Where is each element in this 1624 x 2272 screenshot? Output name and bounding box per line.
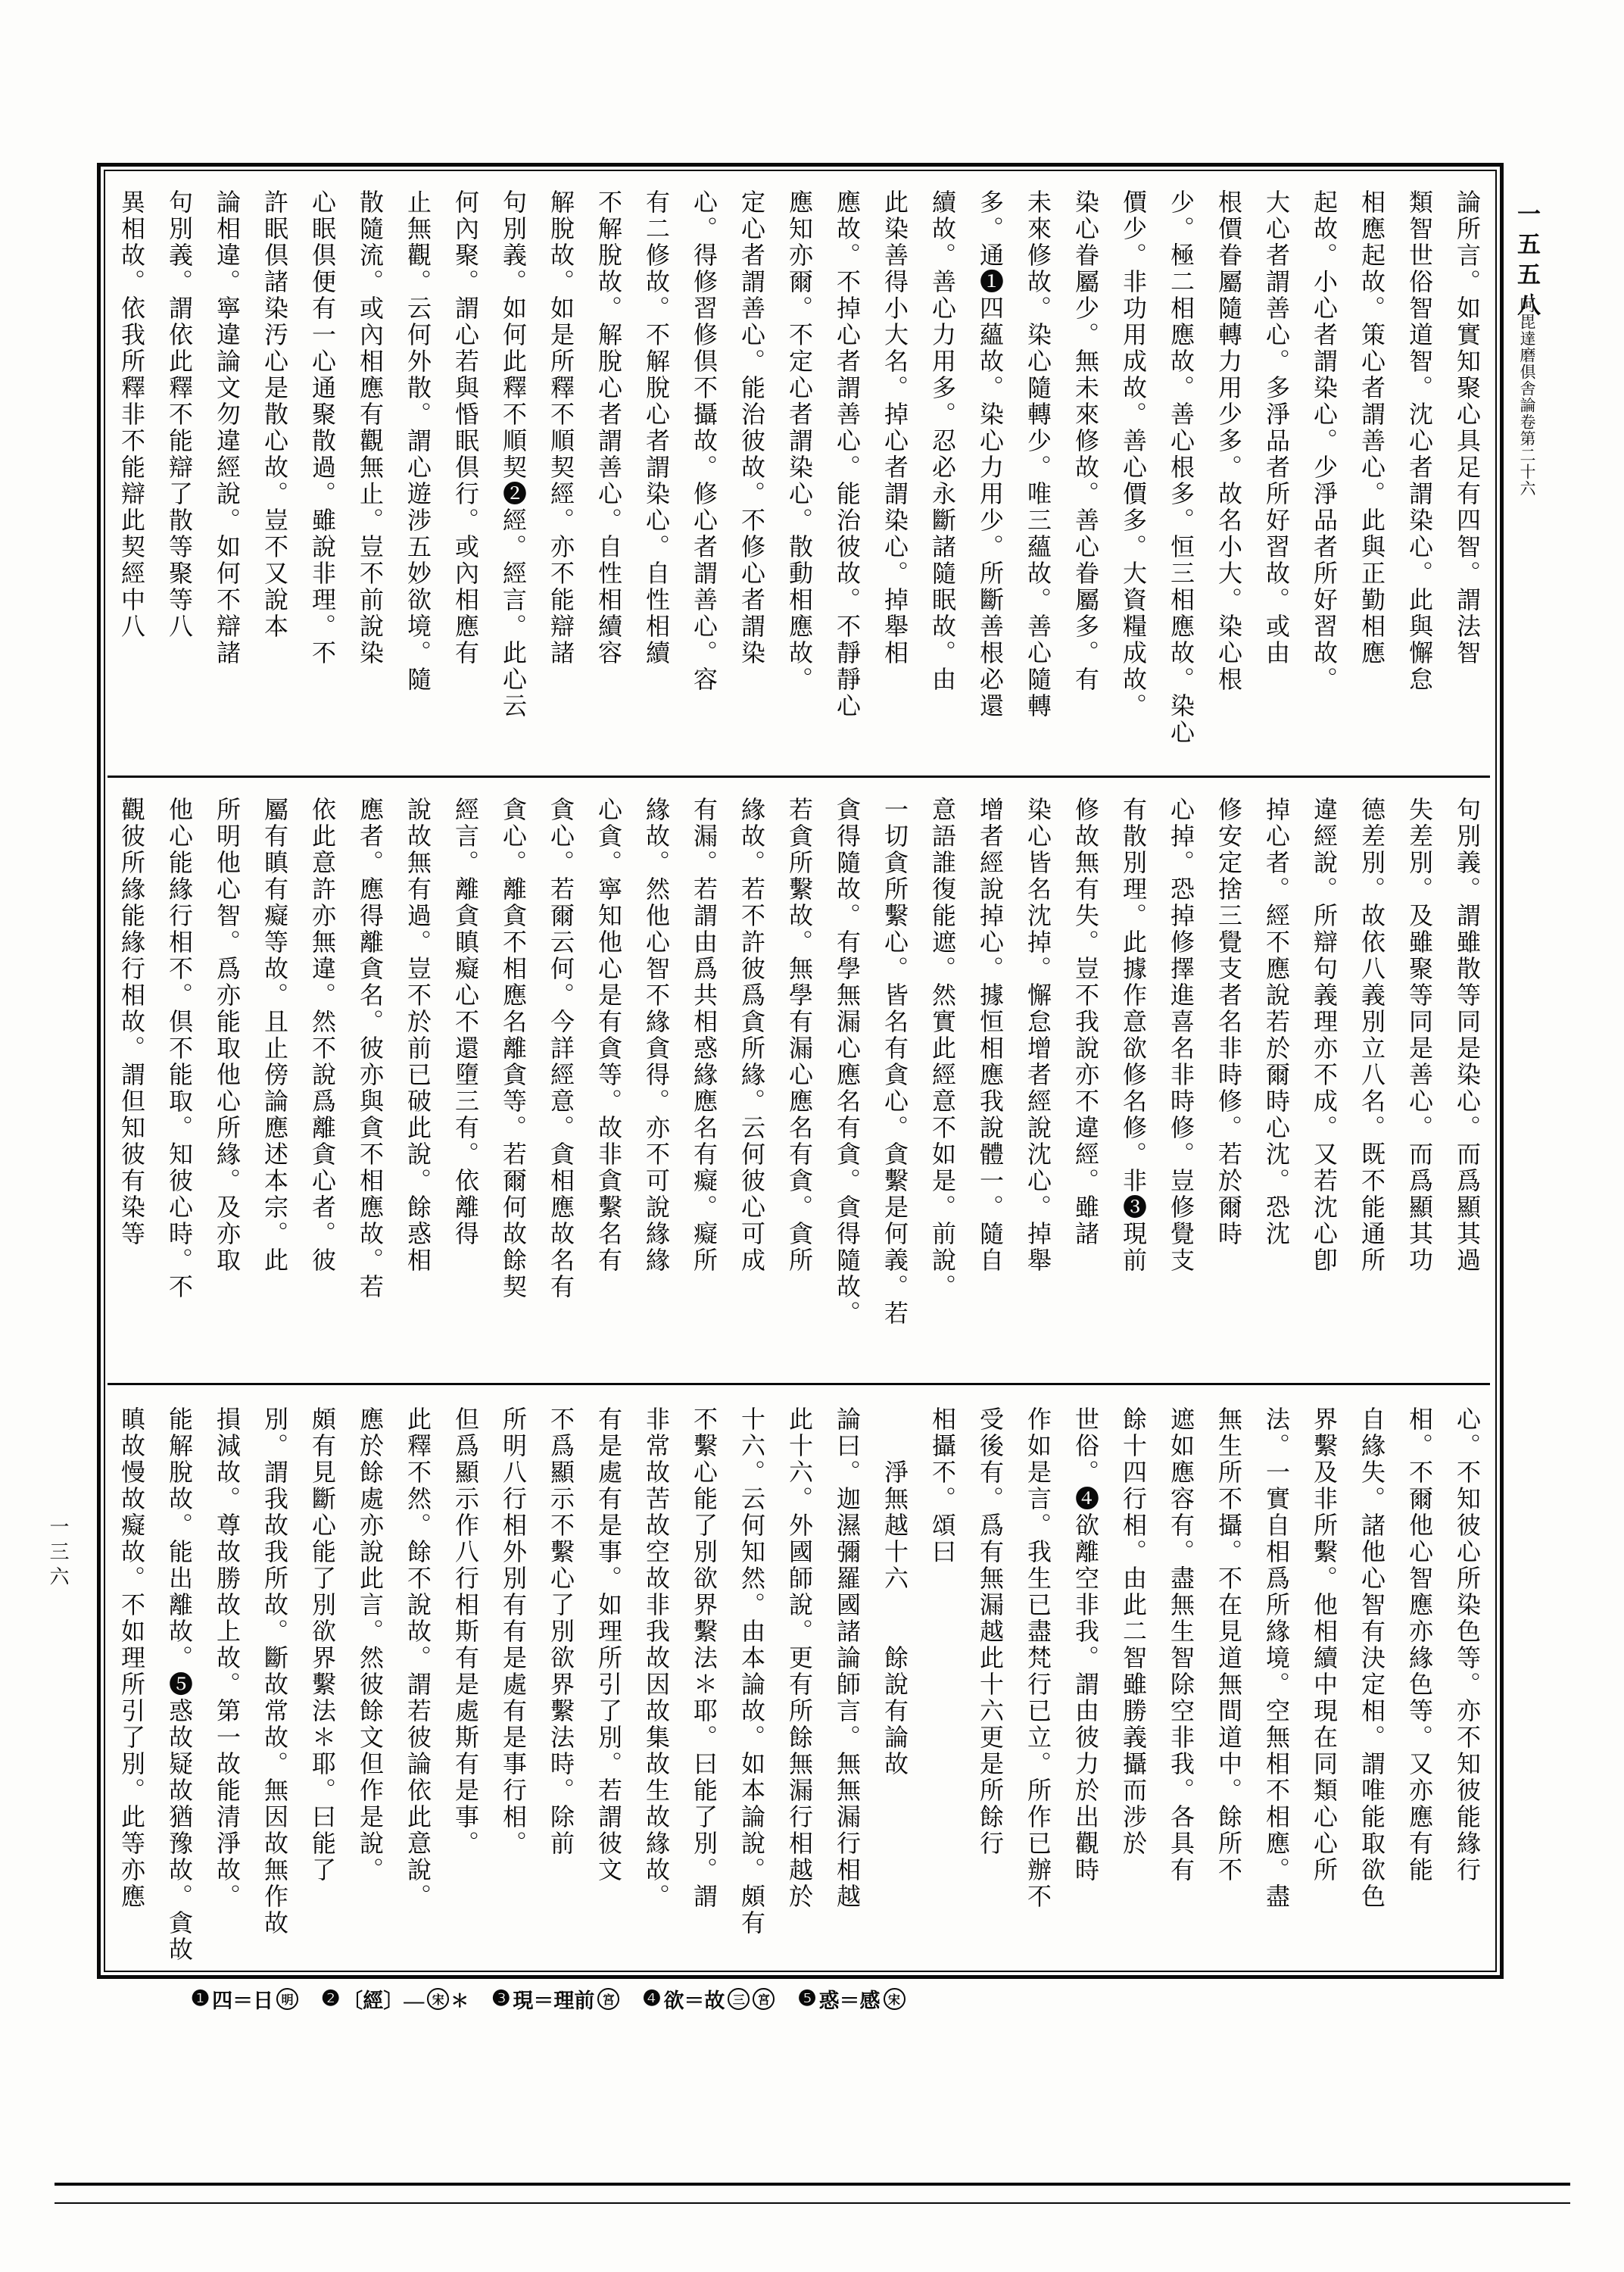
text-column: 句別義。如何此釋不順契❷經。經言。此心云 (500, 189, 527, 719)
text-column: 能解脫故。能出離故。❺惑故疑故猶豫故。貪故 (166, 1406, 193, 1963)
text-column: 有漏。若謂由爲共相惑緣應名有癡。癡所 (690, 797, 718, 1274)
text-band-lower (107, 1406, 1491, 1977)
text-column: 十六。云何知然。由本論故。如本論說。頗有 (738, 1406, 765, 1937)
text-column: 不解脫故。解脫心者謂善心。自性相續容 (595, 189, 622, 666)
text-column: 貪心。離貪不相應名離貪等。若爾何故餘契 (500, 797, 527, 1300)
text-column: 論所言。如實知聚心具足有四智。謂法智 (1454, 189, 1481, 666)
footnote-number: ❸ (491, 1987, 511, 2011)
header-text-number: 一五五八 (1513, 201, 1540, 323)
text-column: 觀彼所緣能緣行相故。謂但知彼有染等 (118, 797, 145, 1247)
text-column: 損減故。尊故勝故上故。第一故能清淨故。 (214, 1406, 241, 1910)
footnote-text: 欲＝故 (663, 1989, 725, 2012)
scan-edge-line (55, 2183, 1570, 2186)
text-column: 心。不知彼心所染色等。亦不知彼能緣行 (1454, 1406, 1481, 1883)
footnote-text: 〔經〕— (342, 1989, 425, 2012)
register-divider-rule (108, 1383, 1490, 1385)
apparatus-footnotes (191, 1983, 906, 2015)
footnote-item (191, 1984, 298, 2014)
text-column: 別。謂我故我所故。斷故常故。無因故無作故 (261, 1406, 288, 1937)
text-column: 世俗。❹欲離空非我。謂由彼力於出觀時 (1072, 1406, 1099, 1883)
text-column: 緣故。若不許彼爲貪所緣。云何彼心可成 (738, 797, 765, 1274)
text-column: 緣故。然他心智不緣貪得。亦不可說緣緣 (643, 797, 670, 1274)
scan-edge-line (55, 2202, 1570, 2204)
footnote-text: 惑＝感 (818, 1989, 881, 2012)
text-column: 心眠倶便有一心通聚散過。雖說非理。不 (309, 189, 336, 666)
footnote-text: 現＝理前 (513, 1989, 595, 2012)
text-column: 解脫故。如是所釋不順契經。亦不能辯諸 (547, 189, 575, 666)
leaf-page-number: 一三六 (47, 1516, 69, 1591)
text-band-upper (107, 189, 1491, 771)
text-column: 瞋故慢故癡故。不如理所引了別。此等亦應 (118, 1406, 145, 1910)
text-column: 多。通❶四蘊故。染心力用少。所斷善根必還 (977, 189, 1004, 719)
footnote-item (642, 1984, 775, 2014)
text-column: 心掉。恐掉修擇進喜名非時修。豈修覺支 (1167, 797, 1195, 1274)
text-column: 未來修故。染心隨轉少。唯三蘊故。善心隨轉 (1024, 189, 1052, 719)
text-column: 應知亦爾。不定心者謂染心。散動相應故。 (786, 189, 813, 693)
text-column: 許眠倶諸染汚心是散心故。豈不又說本 (261, 189, 288, 640)
text-column: 有是處有是事。如理所引了別。若謂彼文 (595, 1406, 622, 1883)
footnote-item (797, 1984, 905, 2014)
text-column: 失差別。及雖聚等同是善心。而爲顯其功 (1406, 797, 1433, 1274)
text-column: 價少。非功用成故。善心價多。大資糧成故。 (1120, 189, 1147, 719)
text-column: 論曰。迦濕彌羅國諸論師言。無無漏行相越 (834, 1406, 861, 1910)
text-column: 續故。善心力用多。忍必永斷諸隨眠故。由 (929, 189, 956, 693)
footnote-item (491, 1984, 619, 2014)
text-column: 修故無有失。豈不我說亦不違經。雖諸 (1072, 797, 1099, 1247)
footnote-item (321, 1984, 469, 2014)
text-column: 一切貪所繫心。皆名有貪心。貪繫是何義。若 (881, 797, 909, 1327)
text-column: 說故無有過。豈不於前已破此說。餘惑相 (404, 797, 432, 1274)
text-column: 少。極二相應故。善心根多。恒三相應故。染心 (1167, 189, 1195, 746)
text-column: 修安定捨三覺支者名非時修。若於爾時 (1215, 797, 1242, 1247)
text-column: 非常故苦故空故非我故因故集故生故緣故。 (643, 1406, 670, 1910)
edition-siglum: 三 (728, 1988, 750, 2010)
text-column: 此染善得小大名。掉心者謂染心。掉舉相 (881, 189, 909, 666)
edition-siglum: 宋 (427, 1988, 449, 2010)
text-column: 所明他心智。爲亦能取他心所緣。及亦取 (214, 797, 241, 1274)
text-column: 餘十四行相。由此二智雖勝義攝而涉於 (1120, 1406, 1147, 1857)
edition-siglum: 宋 (884, 1988, 906, 2010)
text-column: 所明八行相外別有有是處有是事行相。 (500, 1406, 527, 1857)
text-column: 不爲顯示不繫心了別欲界繫法時。除前 (547, 1406, 575, 1857)
text-column: 掉心者。經不應說若於爾時心沈。恐沈 (1263, 797, 1290, 1247)
text-column: 染心眷屬少。無未來修故。善心眷屬多。有 (1072, 189, 1099, 693)
footnote-number: ❹ (642, 1987, 662, 2011)
text-column: 德差別。故依八義別立八名。既不能通所 (1358, 797, 1386, 1274)
text-column: 但爲顯示作八行相斯有是處斯有是事。 (452, 1406, 479, 1857)
register-divider-rule (108, 776, 1490, 778)
text-column: 無生所不攝。不在見道無間道中。餘所不 (1215, 1406, 1242, 1883)
text-column: 若貪所繫故。無學有漏心應名有貪。貪所 (786, 797, 813, 1274)
text-column: 頗有見斷心能了別欲界繫法＊耶。曰能了 (309, 1406, 336, 1883)
text-column: 違經說。所辯句義理亦不成。又若沈心卽 (1311, 797, 1338, 1274)
text-column: 根價眷屬隨轉力用少多。故名小大。染心根 (1215, 189, 1242, 693)
text-column: 應故。不掉心者謂善心。能治彼故。不靜靜心 (834, 189, 861, 719)
text-column: 止無觀。云何外散。謂心遊涉五妙欲境。隨 (404, 189, 432, 693)
footnote-text: 四＝日 (212, 1989, 274, 2012)
text-column: 起故。小心者謂染心。少淨品者所好習故。 (1311, 189, 1338, 693)
text-column: 有二修故。不解脫心者謂染心。自性相續 (643, 189, 670, 666)
text-column: 定心者謂善心。能治彼故。不修心者謂染 (738, 189, 765, 666)
text-column: 染心皆名沈掉。懈怠增者經說沈心。掉舉 (1024, 797, 1052, 1274)
text-column: 法。一實自相爲所緣境。空無相不相應。盡 (1263, 1406, 1290, 1910)
text-column: 有散別理。此據作意欲修名修。非❸現前 (1120, 797, 1147, 1274)
text-column: 自緣失。諸他心智有決定相。謂唯能取欲色 (1358, 1406, 1386, 1910)
text-column: 不繫心能了別欲界繫法＊耶。曰能了別。謂 (690, 1406, 718, 1910)
edition-siglum: 宮 (597, 1988, 619, 2010)
text-column: 遮如應容有。盡無生智除空非我。各具有 (1167, 1406, 1195, 1883)
text-column: 他心能緣行相不。倶不能取。知彼心時。不 (166, 797, 193, 1300)
text-column: 何內聚。謂心若與惛眠倶行。或內相應有 (452, 189, 479, 666)
footnote-number: ❺ (797, 1987, 817, 2011)
text-column: 此釋不然。餘不說故。謂若彼論依此意說。 (404, 1406, 432, 1910)
text-column: 大心者謂善心。多淨品者所好習故。或由 (1263, 189, 1290, 666)
text-column: 論相違。寧違論文勿違經說。如何不辯諸 (214, 189, 241, 666)
text-column: 淨無越十六 餘說有論故 (881, 1406, 909, 1777)
text-column: 應於餘處亦說此言。然彼餘文但作是說。 (357, 1406, 384, 1883)
text-column: 心貪。寧知他心是有貪等。故非貪繫名有 (595, 797, 622, 1274)
footnote-suffix-mark: ＊ (450, 1991, 469, 2011)
text-column: 相應起故。策心者謂善心。此與正勤相應 (1358, 189, 1386, 666)
text-column: 界繫及非所繫。他相續中現在同類心心所 (1311, 1406, 1338, 1883)
text-column: 句別義。謂依此釋不能辯了散等聚等八 (166, 189, 193, 640)
text-column: 心。得修習修倶不攝故。修心者謂善心。容 (690, 189, 718, 693)
text-column: 受後有。爲有無漏越此十六更是所餘行 (977, 1406, 1004, 1857)
text-band-middle (107, 797, 1491, 1375)
text-column: 意語誰復能遮。然實此經意不如是。前說。 (929, 797, 956, 1300)
header-sutra-title: 阿毘達磨倶舎論卷第二十六 (1518, 297, 1536, 497)
edition-siglum: 明 (276, 1988, 298, 2010)
edition-siglum: 宮 (753, 1988, 775, 2010)
text-column: 經言。離貪瞋癡心不還墮三有。依離得 (452, 797, 479, 1247)
text-column: 散隨流。或內相應有觀無止。豈不前說染 (357, 189, 384, 666)
text-column: 句別義。謂雖散等同是染心。而爲顯其過 (1454, 797, 1481, 1274)
text-column: 相攝不。頌曰 (929, 1406, 956, 1565)
footnote-number: ❷ (321, 1987, 341, 2011)
text-column: 貪得隨故。有學無漏心應名有貪。貪得隨故。 (834, 797, 861, 1327)
text-column: 此十六。外國師說。更有所餘無漏行相越於 (786, 1406, 813, 1910)
text-column: 增者經說掉心。據恒相應我說體一。隨自 (977, 797, 1004, 1274)
text-column: 作如是言。我生已盡梵行已立。所作已辦不 (1024, 1406, 1052, 1910)
footnote-number: ❶ (191, 1987, 210, 2011)
text-column: 類智世俗智道智。沈心者謂染心。此與懈怠 (1406, 189, 1433, 693)
text-column: 屬有瞋有癡等故。且止傍論應述本宗。此 (261, 797, 288, 1274)
text-column: 異相故。依我所釋非不能辯此契經中八 (118, 189, 145, 640)
text-column: 應者。應得離貪名。彼亦與貪不相應故。若 (357, 797, 384, 1300)
text-column: 貪心。若爾云何。今詳經意。貪相應故名有 (547, 797, 575, 1300)
text-column: 相。不爾他心智應亦緣色等。又亦應有能 (1406, 1406, 1433, 1883)
text-column: 依此意許亦無違。然不說爲離貪心者。彼 (309, 797, 336, 1274)
